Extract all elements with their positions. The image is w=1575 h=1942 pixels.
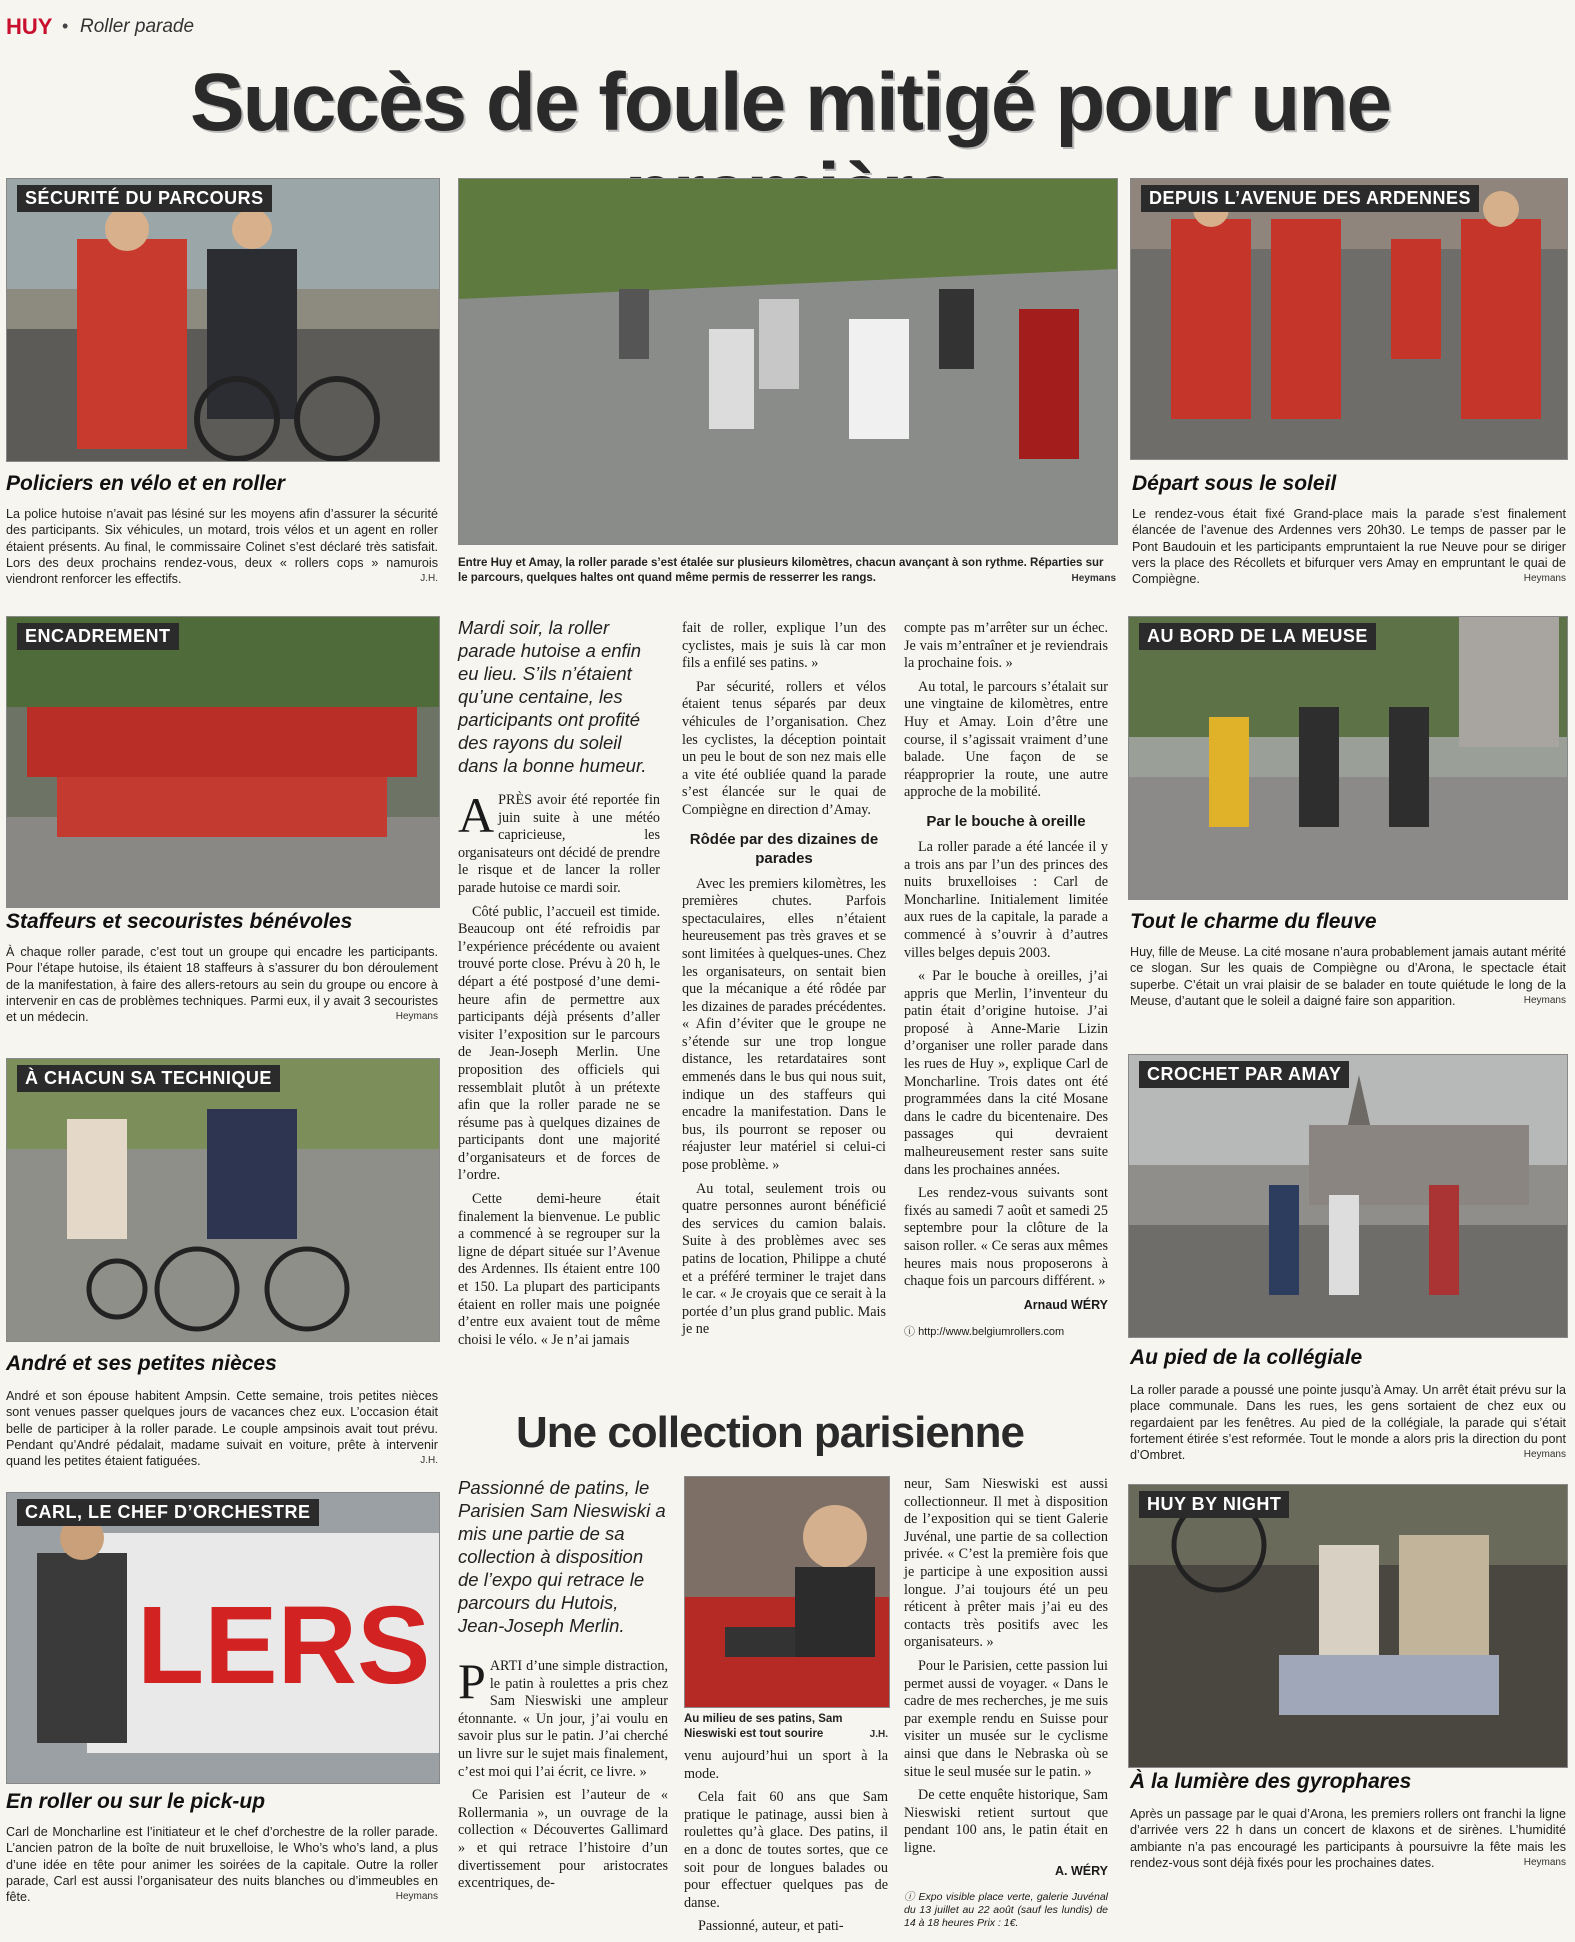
text-securite [6,506,438,587]
credit-collection: J.H. [869,1729,888,1740]
text-encadrement-body: À chaque roller parade, c’est tout un groupe qui encadre les participants. Pour l’étape hutoise, ils étaient 18 staffeurs à s’assurer du bon déroulement de la manifestation, à faire des allers-retours au sein du groupe ou encore à intervenir en cas de problèmes techniques. Parmi eux, il y avait 3 secouristes et un médecin. [6,945,438,1025]
photo-securite [6,178,440,462]
subhead-encadrement: Staffeurs et secouristes bénévoles [6,910,353,933]
second-col3-p2: Pour le Parisien, cette passion lui permet aussi de voyager. « Dans le cadre de mes recherches, je me suis par exemple rendu en Suisse pour visiter un musée sur le cyclisme ainsi que dans le Nebraska où se situe le seul musée sur le patin. » [904,1657,1108,1780]
main-col2-p1: fait de roller, explique l’un des cyclistes, mais je suis là car mon fils a enfilé ses patins. » [682,620,886,672]
photo-center [458,178,1118,545]
photo-amay [1128,1054,1568,1338]
subhead-amay: Au pied de la collégiale [1130,1346,1363,1369]
caption-center-text: Entre Huy et Amay, la roller parade s’est étalée sur plusieurs kilomètres, chacun avançant à son rythme. Réparties sur le parcours, quelques haltes ont quand même permis de resserrer les rangs. [458,557,1104,584]
caption-collection-text: Au milieu de ses patins, Sam Nieswiski est tout sourire [684,1713,843,1740]
text-technique [6,1388,438,1469]
second-col2-p1: venu aujourd’hui un sport à la mode. [684,1748,888,1782]
text-carl-body: Carl de Moncharline est l’initiateur et le chef d’orchestre de la roller parade. L’ancien patron de la boîte de nuit bruxelloise, le Who’s who’s land, a plus d’une idée en tête pour animer les soirées de la capitale. Outre la roller parade, Carl est aussi l’organisateur des nuits blanches ou d’immeubles en fête. [6,1825,438,1905]
text-ardennes [1132,506,1566,587]
credit-amay: Heymans [1523,1449,1566,1461]
second-col1-p1: ARTI d’une simple distraction, le patin à roulettes a pris chez Sam Nieswiski une ampleur étonnante. « Un jour, j’ai voulu en savoir plus sur le patin. J’ai cherché un livre sur le sujet mais finalement, c’est moi qui l’ai écrit, ce livre. » [458,1658,668,1780]
subhead-night: À la lumière des gyrophares [1130,1770,1412,1793]
second-dropcap: P [458,1653,486,1709]
tag-meuse: AU BORD DE LA MEUSE [1139,623,1376,650]
header-bullet: • [62,16,69,36]
second-title: Une collection parisienne [515,1408,1025,1457]
main-col2-p4: Au total, seulement trois ou quatre personnes auront bénéficié des services du camion balais. Suite à des problèmes avec ses patins de location, Philippe a chuté et a préféré terminer le trajet dans le car. « Je croyais que ce serait à la portée d’un plus grand public. Mais je ne [682,1180,886,1338]
tag-night: HUY BY NIGHT [1139,1491,1289,1518]
subhead-meuse: Tout le charme du fleuve [1130,910,1377,933]
main-col3-heading: Par le bouche à oreille [926,812,1086,830]
main-col2-p2: Par sécurité, rollers et vélos étaient tenus séparés par deux véhicules de l’organisation. Chez les cyclistes, la déception pointait un peu le bout de son nez mais elle a vite été oubliée quand la parade s’est élancée sur le quai de Compiègne en direction d’Amay. [682,678,886,818]
second-col3 [904,1476,1108,1930]
tag-technique: À CHACUN SA TECHNIQUE [17,1065,280,1092]
credit-meuse: Heymans [1523,994,1566,1006]
photo-encadrement [6,616,440,908]
text-carl [6,1824,438,1905]
credit-securite: J.H. [420,573,438,585]
text-securite-body: La police hutoise n’avait pas lésiné sur les moyens afin d’assurer la sécurité des participants. Six véhicules, un motard, trois vélos et un agent en roller étaient présents. Au final, le commissaire Colinet s’est déclaré très satisfait. Lors des deux prochains rendez-vous, deux « rollers cops » namurois viendront renforcer les effectifs. [6,507,438,587]
caption-collection [684,1712,888,1742]
tag-amay: CROCHET PAR AMAY [1139,1061,1349,1088]
main-link[interactable]: ⓘ http://www.belgiumrollers.com [904,1326,1065,1339]
credit-center: Heymans [1071,573,1116,584]
photo-collection [684,1476,890,1708]
subhead-ardennes: Départ sous le soleil [1132,472,1337,495]
credit-encadrement: Heymans [395,1011,438,1023]
second-info-text: Expo visible place verte, galerie Juvénal du 13 juillet au 22 août (sauf les lundis) de 14 à 18 heures Prix : 1€. [904,1891,1108,1930]
main-col1-p1: PRÈS avoir été reportée fin juin suite à une météo capricieuse, les organisateurs ont décidé de prendre le risque et de lancer la roller parade hutoise ce mardi soir. [458,792,660,896]
svg-text:LERS: LERS [137,1584,431,1707]
photo-ardennes [1130,178,1568,460]
text-amay-body: La roller parade a poussé une pointe jusqu’à Amay. Un arrêt était prévu sur la place communale. Dans les rues, les gens sortaient de chez eux ou regardaient par les fenêtres. Au pied de la collégiale, la parade qui s’était fortement étirée s’est reformée. Tout le monde a alors pris la direction du pont d’Ombret. [1130,1383,1566,1463]
main-col3-p1: compte pas m’arrêter sur un échec. Je vais m’entraîner et je reviendrais la prochaine fois. » [904,620,1108,672]
text-technique-body: André et son épouse habitent Ampsin. Cette semaine, trois petites nièces sont venues passer quelques jours de vacances chez eux. L’occasion était belle de participer à la roller parade. Le couple ampsinois avait tout prévu. Pendant qu’André pédalait, madame suivait en voiture, prête à intervenir quand les petites étaient fatiguées. [6,1389,438,1469]
section-name: Roller parade [80,16,195,37]
photo-night [1128,1484,1568,1768]
main-link-url[interactable]: http://www.belgiumrollers.com [918,1326,1065,1339]
credit-carl: Heymans [395,1891,438,1903]
subhead-securite: Policiers en vélo et en roller [6,472,285,495]
page-headline: Succès de foule mitigé pour une [189,57,1391,148]
second-signature: A. WÉRY [1054,1864,1108,1879]
text-amay [1130,1382,1566,1463]
credit-ardennes: Heymans [1523,573,1566,585]
main-col1-p2: Côté public, l’accueil est timide. Beaucoup ont été refroidis par l’expérience précédente ou avaient trouvé porte close. Prévu à 20 h, le départ a été postposé d’une demi-heure afin de permettre aux participants déjà présents d’aller visiter l’exposition sur le parcours de Jean-Joseph Merlin. Une proposition des officiels qui ressemblait plutôt à un prétexte afin que la roller parade ne se résume pas à quelques dizaines de participants dont une majorité d’organisateurs et de forces de l’ordre. [458,903,660,1184]
main-col2-p3: Avec les premiers kilomètres, les premières chutes. Parfois spectaculaires, elles n’étaient heureusement pas très graves et se sont limitées à quelques-unes. Chez les organisateurs, on sentait bien que la mécanique a été rôdée par les dizaines de parades précédentes. « Afin d’éviter que le groupe ne s’étende sur une trop longue distance, les retardataires sont emmenés dans le bus qui nous suit, indique un des staffeurs qui encadre la manifestation. Dans le bus, ils pourront se reposer ou réajuster leur matériel si celui-ci pose problème. » [682,875,886,1174]
tag-encadrement: ENCADREMENT [17,623,179,650]
section-city: HUY [6,14,53,39]
main-col3 [904,620,1108,1342]
main-col2-heading: Rôdée par des dizaines de parades [689,830,879,867]
main-chapo: Mardi soir, la roller parade hutoise a enfin eu lieu. S’ils n’étaient qu’une centaine, les participants ont profité des rayons du soleil dans la bonne humeur. [458,617,647,776]
second-col3-p1: neur, Sam Nieswiski est aussi collectionneur. Il met à disposition de l’exposition qui se tient Galerie Juvénal, une partie de sa collection privée. « C’est la première fois que je participe à une exposition aussi longue. J’ai toujours été un peu réticent à prêter mais j’ai eu des contacts très positifs avec les organisateurs. » [904,1476,1108,1651]
caption-center [458,556,1116,586]
text-night-body: Après un passage par le quai d’Arona, les premiers rollers ont franchi la ligne d’arrivée vers 22 h dans un concert de klaxons et de sirènes. L’humidité ambiante n’a pas encouragé les participants à poursuivre la fête mais les rendez-vous sont déjà fixés pour les prochaines dates. [1130,1807,1566,1870]
main-col3-p3: La roller parade a été lancée il y a trois ans par l’un des princes des nuits bruxelloises : Carl de Moncharline. Initialement limitée aux rues de la capitale, la parade a commencé à s’ouvrir à d’autres villes belges depuis 2003. [904,838,1108,961]
tag-carl: CARL, LE CHEF D’ORCHESTRE [17,1499,319,1526]
photo-meuse [1128,616,1568,900]
credit-technique: J.H. [420,1455,438,1467]
tag-securite: SÉCURITÉ DU PARCOURS [17,185,272,212]
main-dropcap: A [458,787,495,843]
main-col3-p2: Au total, le parcours s’étalait sur une vingtaine de kilomètres, entre Huy et Amay. Loin d’être une course, il s’agissait vraiment d’une balade. Une façon de se réapproprier la route, une autre approche de la mobilité. [904,678,1108,801]
text-meuse-body: Huy, fille de Meuse. La cité mosane n’aura probablement jamais autant mérité ce slogan. Sur les quais de Compiègne ou d’Arona, le spectacle était superbe. C’était un vrai plaisir de se balader en toute quiétude le long de la Meuse, d’autant que le soleil a daigné faire son apparition. [1130,945,1566,1008]
text-encadrement [6,944,438,1025]
text-meuse [1130,944,1566,1009]
text-ardennes-body: Le rendez-vous était fixé Grand-place mais la parade s’est finalement élancée de l’avenue des Ardennes vers 20h30. Le temps de passer par le Pont Baudouin et les participants empruntaient la rue Neuve pour se diriger vers la place des Récollets et bifurquer vers Amay en empruntant le quai de Compiègne. [1132,507,1566,587]
second-col2 [684,1748,888,1942]
subhead-carl: En roller ou sur le pick-up [6,1790,266,1813]
text-night [1130,1806,1566,1871]
tag-ardennes: DEPUIS L’AVENUE DES ARDENNES [1141,185,1479,212]
main-col3-p4: « Par le bouche à oreilles, j’ai appris que Merlin, l’inventeur du patin était d’origine hutoise. J’ai proposé à Anne-Marie Lizin d’organiser une roller parade dans les rues de Huy », explique Carl de Moncharline. Trois dates ont été programmées dans la cité Mosane dans le cadre du bicentenaire. Des passages qui devraient malheureusement rester sans suite dans les prochaines années. [904,968,1108,1178]
subhead-technique: André et ses petites nièces [6,1352,277,1375]
second-col1 [458,1653,668,1899]
main-signature: Arnaud WÉRY [1023,1297,1108,1312]
credit-night: Heymans [1523,1856,1566,1868]
second-col3-p3: De cette enquête historique, Sam Nieswiski retient surtout que pendant 100 ans, le patin était en ligne. [904,1787,1108,1856]
photo-technique [6,1058,440,1342]
photo-carl [6,1492,440,1784]
main-col1-p3: Cette demi-heure était finalement la bienvenue. Le public a commencé à se regrouper sur la ligne de départ située sur l’Avenue des Ardennes. Ils étaient entre 100 et 150. La plupart des participants étaient en roller mais une poignée d’entre eux avaient tout de même choisi le vélo. « Je n’ai jamais [458,1191,660,1348]
second-col2-p2: Cela fait 60 ans que Sam pratique le patinage, aussi bien à roulettes qu’à glace. Des patins, il en a donc de toutes sortes, que ce soit pour de longues balades ou pour effectuer quelques pas de danse. [684,1789,888,1911]
main-col3-p5: Les rendez-vous suivants sont fixés au samedi 7 août et samedi 25 septembre pour la clôture de la saison roller. « Ce seras aux mêmes heures mais nous proposerons à chaque fois un parcours différent. » [904,1185,1108,1290]
second-col2-p3: Passionné, auteur, et pati- [698,1918,844,1935]
second-info: ⓘ Expo visible place verte, galerie Juvénal du 13 juillet au 22 août (sauf les lundis) de 14 à 18 heures Prix : 1€. [904,1891,1108,1930]
main-col2 [682,620,886,1345]
main-col1 [458,787,660,1355]
second-chapo: Passionné de patins, le Parisien Sam Nieswiski a mis une partie de sa collection à disposition de l’expo qui retrace le parcours du Hutois, Jean-Joseph Merlin. [458,1477,666,1636]
second-col1-p2: Ce Parisien est l’auteur de « Rollermania », un ouvrage de la collection « Découvertes Gallimard » et qui retrace l’histoire d’un divertissement pour aristocrates excentriques, de- [458,1787,668,1892]
